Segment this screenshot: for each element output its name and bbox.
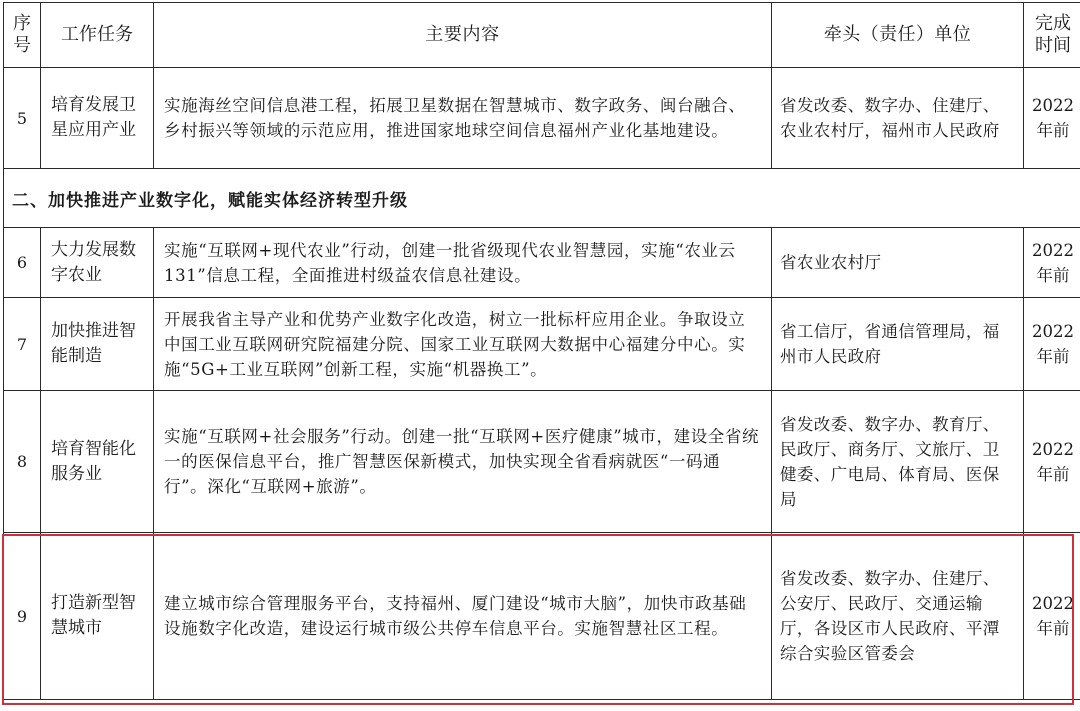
row-unit: 省发改委、数字办、住建厅、公安厅、民政厅、交通运输厅，各设区市人民政府、平潭综合实验区管委会 — [772, 533, 1024, 700]
row-task: 打造新型智慧城市 — [41, 533, 154, 700]
row-time — [1024, 533, 1080, 700]
row-time — [1024, 68, 1080, 169]
header-time: 完成 时间 — [1024, 3, 1080, 68]
header-no: 序 号 — [4, 3, 41, 68]
row-time — [1024, 298, 1080, 391]
row-no: 9 — [4, 533, 41, 700]
row-time-year: 2022 — [1032, 439, 1074, 459]
header-content: 主要内容 — [154, 3, 772, 68]
table-row — [4, 228, 1080, 298]
row-task: 培育发展卫星应用产业 — [41, 68, 154, 169]
table-header-row — [4, 3, 1080, 68]
row-time-suffix: 年前 — [1036, 347, 1070, 366]
row-time-year: 2022 — [1032, 240, 1074, 260]
row-content: 建立城市综合管理服务平台，支持福州、厦门建设“城市大脑”，加快市政基础设施数字化改造，建设运行城市级公共停车信息平台。实施智慧社区工程。 — [154, 533, 772, 700]
row-unit: 省工信厅，省通信管理局，福州市人民政府 — [772, 298, 1024, 391]
row-task: 培育智能化服务业 — [41, 391, 154, 533]
row-time — [1024, 228, 1080, 298]
row-unit: 省发改委、数字办、教育厅、民政厅、商务厅、文旅厅、卫健委、广电局、体育局、医保局 — [772, 391, 1024, 533]
row-time-year: 2022 — [1032, 96, 1074, 115]
row-no: 6 — [4, 228, 41, 298]
row-content: 开展我省主导产业和优势产业数字化改造，树立一批标杆应用企业。争取设立中国工业互联网研究院福建分院、国家工业互联网大数据中心福建分中心。实施“5G+工业互联网”创新工程，实施“机器换工”。 — [154, 298, 772, 391]
section-row — [4, 169, 1080, 228]
task-table — [3, 2, 1080, 700]
row-unit: 省发改委、数字办、住建厅、农业农村厅，福州市人民政府 — [772, 68, 1024, 169]
row-content: 实施“互联网+现代农业”行动，创建一批省级现代农业智慧园，实施“农业云 131”信息工程，全面推进村级益农信息社建设。 — [154, 228, 772, 298]
row-time-year: 2022 — [1032, 322, 1074, 341]
row-time-year: 2022 — [1032, 594, 1074, 613]
row-no: 5 — [4, 68, 41, 169]
row-time-suffix: 年前 — [1036, 121, 1070, 140]
table-row — [4, 533, 1080, 700]
table-row — [4, 68, 1080, 169]
row-time — [1024, 391, 1080, 533]
table-row — [4, 391, 1080, 533]
row-no: 8 — [4, 391, 41, 533]
row-time-suffix: 年前 — [1036, 619, 1070, 638]
row-time-suffix: 年前 — [1036, 464, 1070, 484]
row-time-suffix: 年前 — [1036, 265, 1070, 285]
row-no: 7 — [4, 298, 41, 391]
section-title: 二、加快推进产业数字化，赋能实体经济转型升级 — [4, 169, 1080, 228]
row-task: 大力发展数字农业 — [41, 228, 154, 298]
row-content: 实施“互联网+社会服务”行动。创建一批“互联网+医疗健康”城市，建设全省统一的医保信息平台，推广智慧医保新模式，加快实现全省看病就医“一码通行”。深化“互联网+旅游”。 — [154, 391, 772, 533]
row-content: 实施海丝空间信息港工程，拓展卫星数据在智慧城市、数字政务、闽台融合、乡村振兴等领域的示范应用，推进国家地球空间信息福州产业化基地建设。 — [154, 68, 772, 169]
row-task: 加快推进智能制造 — [41, 298, 154, 391]
header-unit: 牵头（责任）单位 — [772, 3, 1024, 68]
row-unit: 省农业农村厅 — [772, 228, 1024, 298]
header-task: 工作任务 — [41, 3, 154, 68]
table-row — [4, 298, 1080, 391]
